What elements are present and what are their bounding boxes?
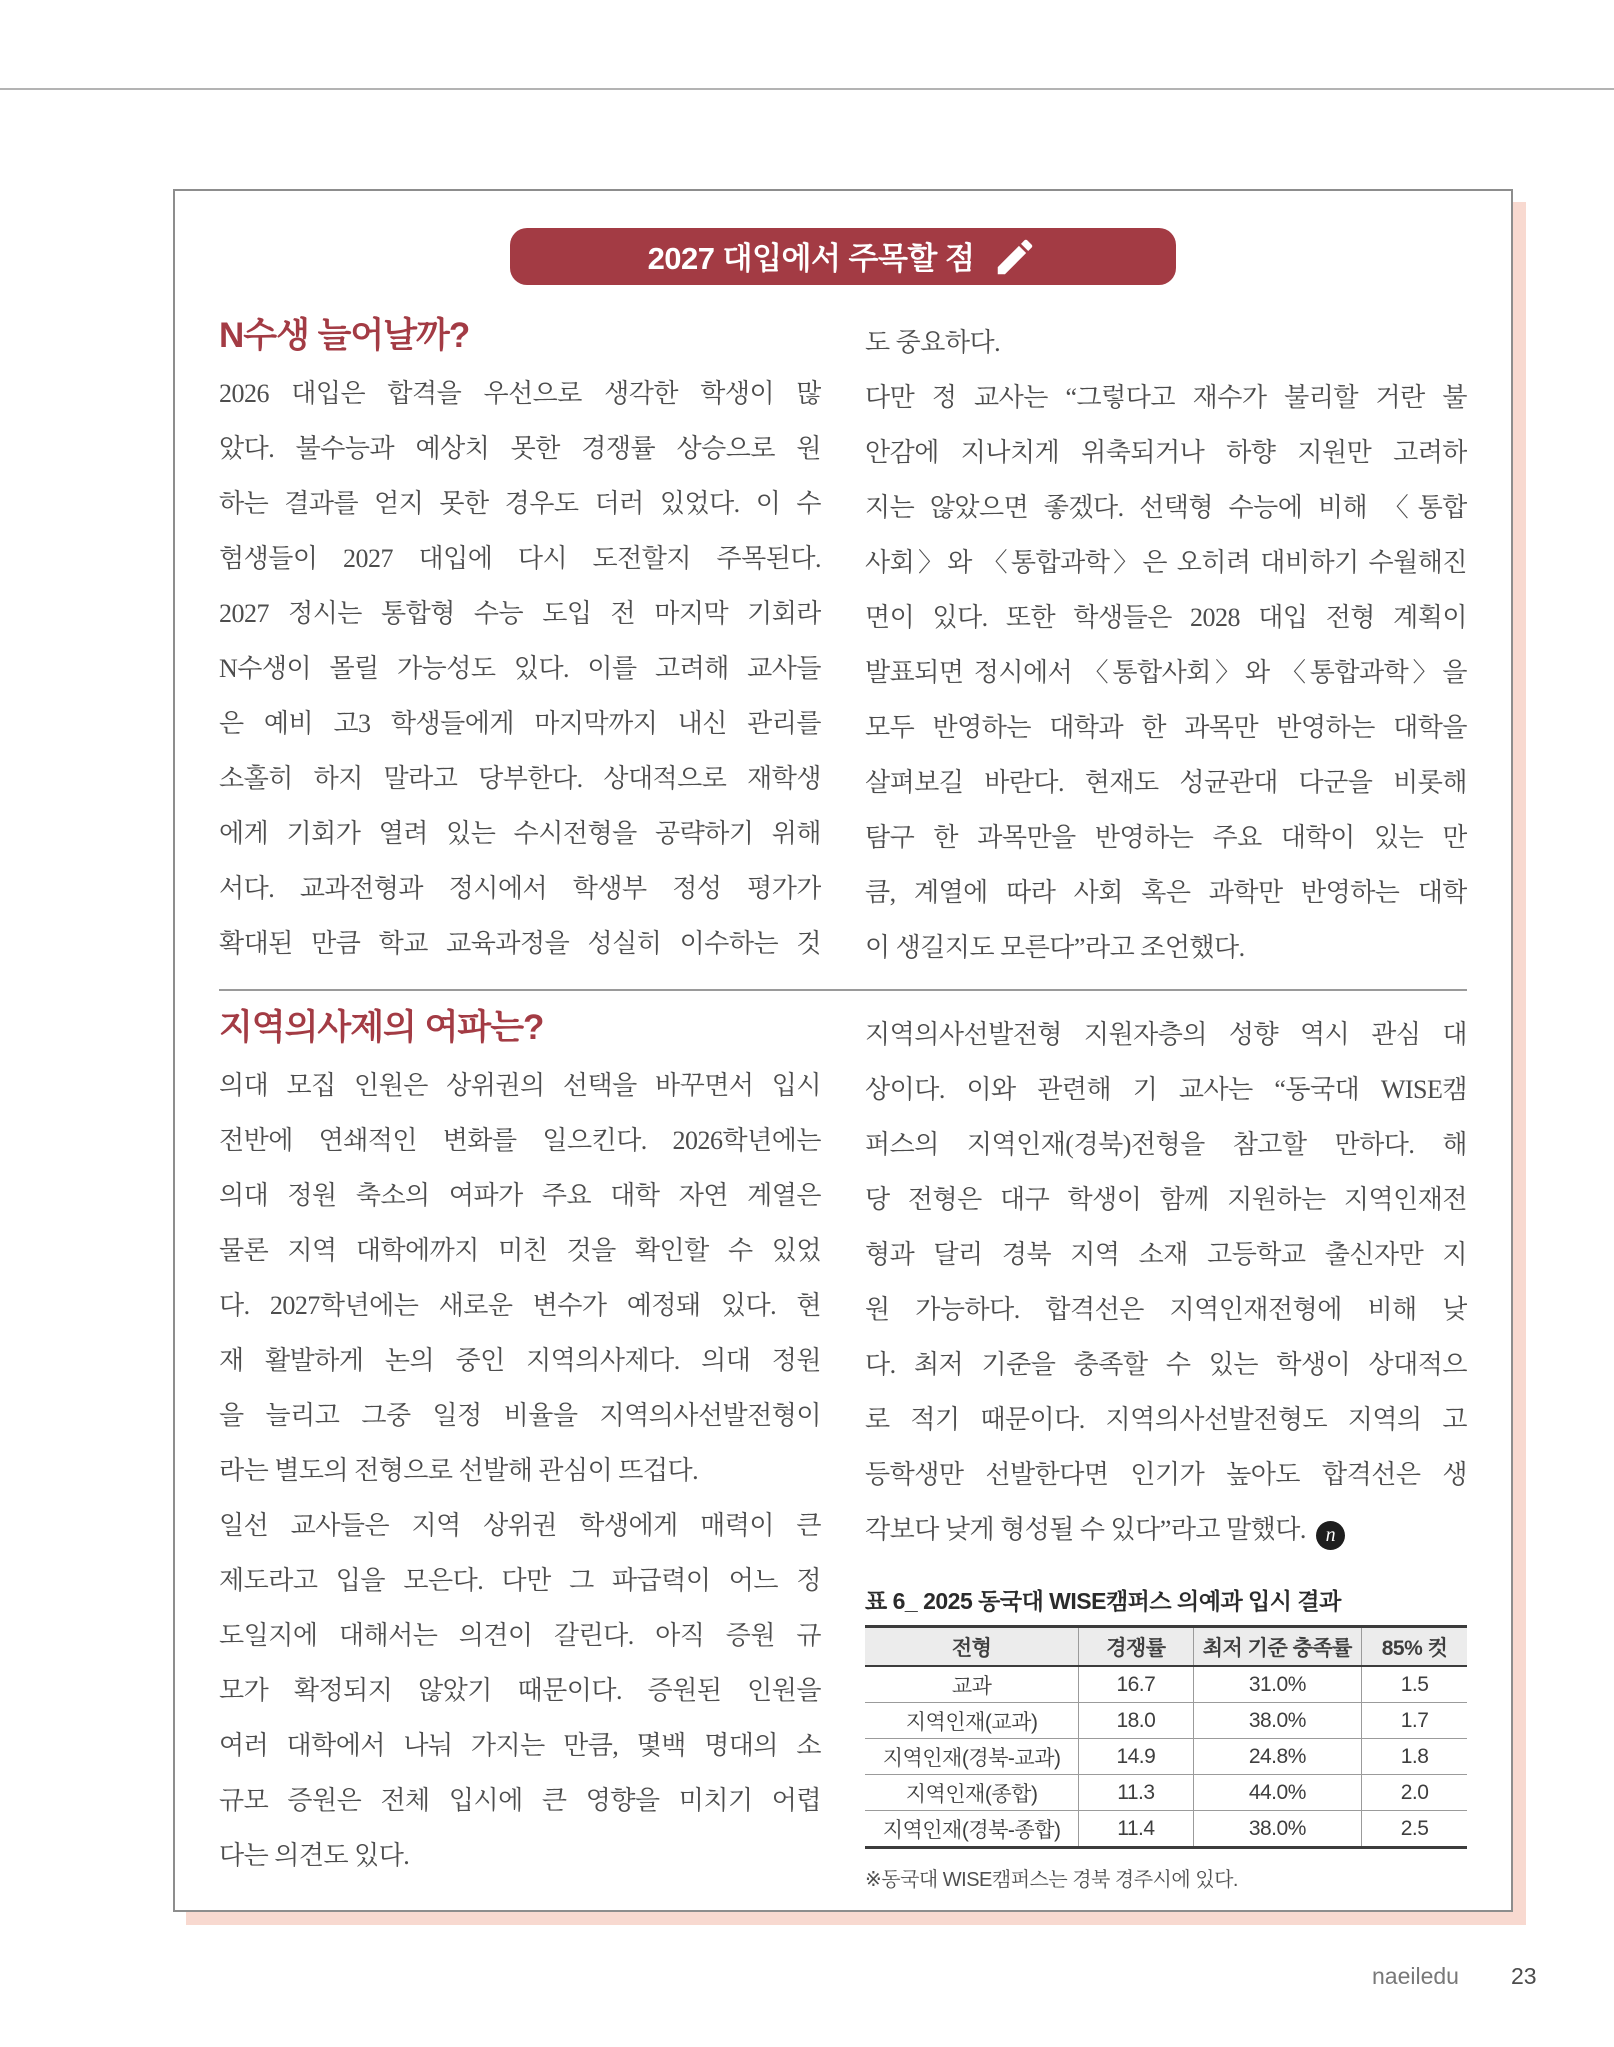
text-line: 로 적기 때문이다. 지역의사선발전형도 지역의 고	[865, 1405, 1467, 1434]
table-header-cell: 전형	[951, 1636, 992, 1660]
table-header-cell: 최저 기준 충족률	[1193, 1627, 1362, 1667]
table-cell: 38.0%	[1193, 1811, 1362, 1848]
section-badge	[510, 228, 1176, 285]
text-line: 원 가능하다. 합격선은 지역인재전형에 비해 낮	[865, 1295, 1467, 1324]
table-footnote: ※동국대 WISE캠퍼스는 경북 경주시에 있다.	[865, 1869, 1238, 1891]
table-cell: 11.3	[1079, 1775, 1193, 1811]
text-line: 퍼스의 지역인재(경북)전형을 참고할 만하다. 해	[865, 1130, 1467, 1159]
table-header-row	[865, 1627, 1467, 1667]
text-block-2-right	[865, 1007, 1467, 1557]
table-cell: 지역인재(경북-종합)	[882, 1818, 1061, 1842]
text-line: 의대 정원 축소의 여파가 주요 대학 자연 계열은	[219, 1181, 821, 1210]
article-card	[173, 189, 1513, 1912]
table-row	[865, 1775, 1467, 1811]
section-heading-2: 지역의사제의 여파는?	[219, 1008, 544, 1047]
naeil-logo-icon: n	[1316, 1521, 1345, 1550]
text-line: 은 예비 고3 학생들에게 마지막까지 내신 관리를	[219, 709, 821, 738]
text-line: 등학생만 선발한다면 인기가 높아도 합격선은 생	[865, 1460, 1467, 1489]
text-line: 각보다 낮게 형성될 수 있다”라고 말했다. n	[865, 1502, 1467, 1557]
table-row	[865, 1666, 1467, 1703]
text-line: 큼, 계열에 따라 사회 혹은 과학만 반영하는 대학	[865, 878, 1467, 907]
text-line: 확대된 만큼 학교 교육과정을 성실히 이수하는 것	[219, 929, 821, 958]
text-line: 살펴보길 바란다. 현재도 성균관대 다군을 비롯해	[865, 768, 1467, 797]
text-line: 모두 반영하는 대학과 한 과목만 반영하는 대학을	[865, 713, 1467, 742]
text-line: 에게 기회가 열려 있는 수시전형을 공략하기 위해	[219, 819, 821, 848]
table-cell: 44.0%	[1193, 1775, 1362, 1811]
text-line: 다. 최저 기준을 충족할 수 있는 학생이 상대적으	[865, 1350, 1467, 1379]
column-right	[865, 1007, 1467, 1892]
text-line: 을 늘리고 그중 일정 비율을 지역의사선발전형이	[219, 1401, 821, 1430]
text-line: 지역의사선발전형 지원자층의 성향 역시 관심 대	[865, 1020, 1467, 1049]
table-cell: 2.5	[1362, 1811, 1467, 1848]
admission-results-block	[865, 1583, 1467, 1892]
text-line: 다는 의견도 있다.	[219, 1841, 410, 1870]
table-cell: 2.0	[1362, 1775, 1467, 1811]
column-left	[219, 315, 821, 975]
text-line: 서다. 교과전형과 정시에서 학생부 정성 평가가	[219, 874, 821, 903]
text-line: 의대 모집 인원은 상위권의 선택을 바꾸면서 입시	[219, 1071, 821, 1100]
table-body	[865, 1666, 1467, 1848]
text-line: 도일지에 대해서는 의견이 갈린다. 아직 증원 규	[219, 1621, 821, 1650]
text-line: 전반에 연쇄적인 변화를 일으킨다. 2026학년에는	[219, 1126, 821, 1155]
text-line: 제도라고 입을 모은다. 다만 그 파급력이 어느 정	[219, 1566, 821, 1595]
section-heading-1: N수생 늘어날까?	[219, 316, 470, 355]
table-cell: 14.9	[1079, 1739, 1193, 1775]
table-cell: 지역인재(종합)	[905, 1782, 1038, 1806]
table-cell: 38.0%	[1193, 1703, 1362, 1739]
text-line: 다만 정 교사는 “그렇다고 재수가 불리할 거란 불	[865, 383, 1467, 412]
text-line: 았다. 불수능과 예상치 못한 경쟁률 상승으로 원	[219, 434, 821, 463]
text-line: 사회〉와 〈통합과학〉은 오히려 대비하기 수월해진	[865, 548, 1467, 577]
text-line: 물론 지역 대학에까지 미친 것을 확인할 수 있었	[219, 1236, 821, 1265]
admission-results-table	[865, 1625, 1467, 1849]
text-line: 안감에 지나치게 위축되거나 하향 지원만 고려하	[865, 438, 1467, 467]
text-block-1-right	[865, 315, 1467, 975]
text-line: 지는 않았으면 좋겠다. 선택형 수능에 비해 〈통합	[865, 493, 1467, 522]
table-row	[865, 1739, 1467, 1775]
table-cell: 24.8%	[1193, 1739, 1362, 1775]
text-block-2-left	[219, 1058, 821, 1883]
text-line: 당 전형은 대구 학생이 함께 지원하는 지역인재전	[865, 1185, 1467, 1214]
footer-brand: naeiledu	[1372, 1963, 1459, 1989]
page-footer	[1372, 1963, 1537, 1990]
text-line: 험생들이 2027 대입에 다시 도전할지 주목된다.	[219, 544, 821, 573]
table-cell: 교과	[951, 1674, 992, 1698]
text-line: 다. 2027학년에는 새로운 변수가 예정돼 있다. 현	[219, 1291, 821, 1320]
text-line: 면이 있다. 또한 학생들은 2028 대입 전형 계획이	[865, 603, 1467, 632]
text-line: 상이다. 이와 관련해 기 교사는 “동국대 WISE캠	[865, 1075, 1467, 1104]
text-line: 일선 교사들은 지역 상위권 학생에게 매력이 큰	[219, 1511, 821, 1540]
text-line: N수생이 몰릴 가능성도 있다. 이를 고려해 교사들	[219, 654, 821, 683]
table-cell: 지역인재(교과)	[905, 1710, 1038, 1734]
table-cell: 11.4	[1079, 1811, 1193, 1848]
section-repeat-students	[219, 315, 1467, 975]
footer-page-number: 23	[1510, 1963, 1537, 1989]
table-cell: 1.8	[1362, 1739, 1467, 1775]
table-row	[865, 1811, 1467, 1848]
article-content	[175, 315, 1511, 1892]
text-line: 탐구 한 과목만을 반영하는 주요 대학이 있는 만	[865, 823, 1467, 852]
table-cell: 18.0	[1079, 1703, 1193, 1739]
table-header-cell: 경쟁률	[1079, 1627, 1193, 1667]
badge-label: 2027 대입에서 주목할 점	[647, 241, 975, 276]
text-line: 2026 대입은 합격을 우선으로 생각한 학생이 많	[219, 379, 821, 408]
text-line: 모가 확정되지 않았기 때문이다. 증원된 인원을	[219, 1676, 821, 1705]
pencil-icon	[992, 234, 1038, 280]
column-right	[865, 315, 1467, 975]
text-line: 소홀히 하지 말라고 당부한다. 상대적으로 재학생	[219, 764, 821, 793]
text-line: 이 생길지도 모른다”라고 조언했다.	[865, 933, 1245, 962]
text-line: 라는 별도의 전형으로 선발해 관심이 뜨겁다.	[219, 1456, 699, 1485]
table-cell: 1.7	[1362, 1703, 1467, 1739]
column-left	[219, 1007, 821, 1892]
top-rule	[0, 88, 1614, 90]
section-regional-doctor	[219, 1007, 1467, 1892]
text-line: 여러 대학에서 나눠 가지는 만큼, 몇백 명대의 소	[219, 1731, 821, 1760]
table-cell: 지역인재(경북-교과)	[882, 1746, 1061, 1770]
table-header-cell: 85% 컷	[1362, 1627, 1467, 1667]
text-line: 재 활발하게 논의 중인 지역의사제다. 의대 정원	[219, 1346, 821, 1375]
text-block-1-left	[219, 366, 821, 971]
table-cell: 1.5	[1362, 1666, 1467, 1703]
text-line: 규모 증원은 전체 입시에 큰 영향을 미치기 어렵	[219, 1786, 821, 1815]
table-title: 표 6_ 2025 동국대 WISE캠퍼스 의예과 입시 결과	[865, 1588, 1341, 1614]
table-cell: 31.0%	[1193, 1666, 1362, 1703]
table-cell: 16.7	[1079, 1666, 1193, 1703]
text-line: 하는 결과를 얻지 못한 경우도 더러 있었다. 이 수	[219, 489, 821, 518]
section-divider	[219, 989, 1467, 991]
text-line: 도 중요하다.	[865, 328, 1001, 357]
text-line: 형과 달리 경북 지역 소재 고등학교 출신자만 지	[865, 1240, 1467, 1269]
text-line: 발표되면 정시에서 〈통합사회〉와 〈통합과학〉을	[865, 658, 1467, 687]
text-line: 2027 정시는 통합형 수능 도입 전 마지막 기회라	[219, 599, 821, 628]
table-row	[865, 1703, 1467, 1739]
